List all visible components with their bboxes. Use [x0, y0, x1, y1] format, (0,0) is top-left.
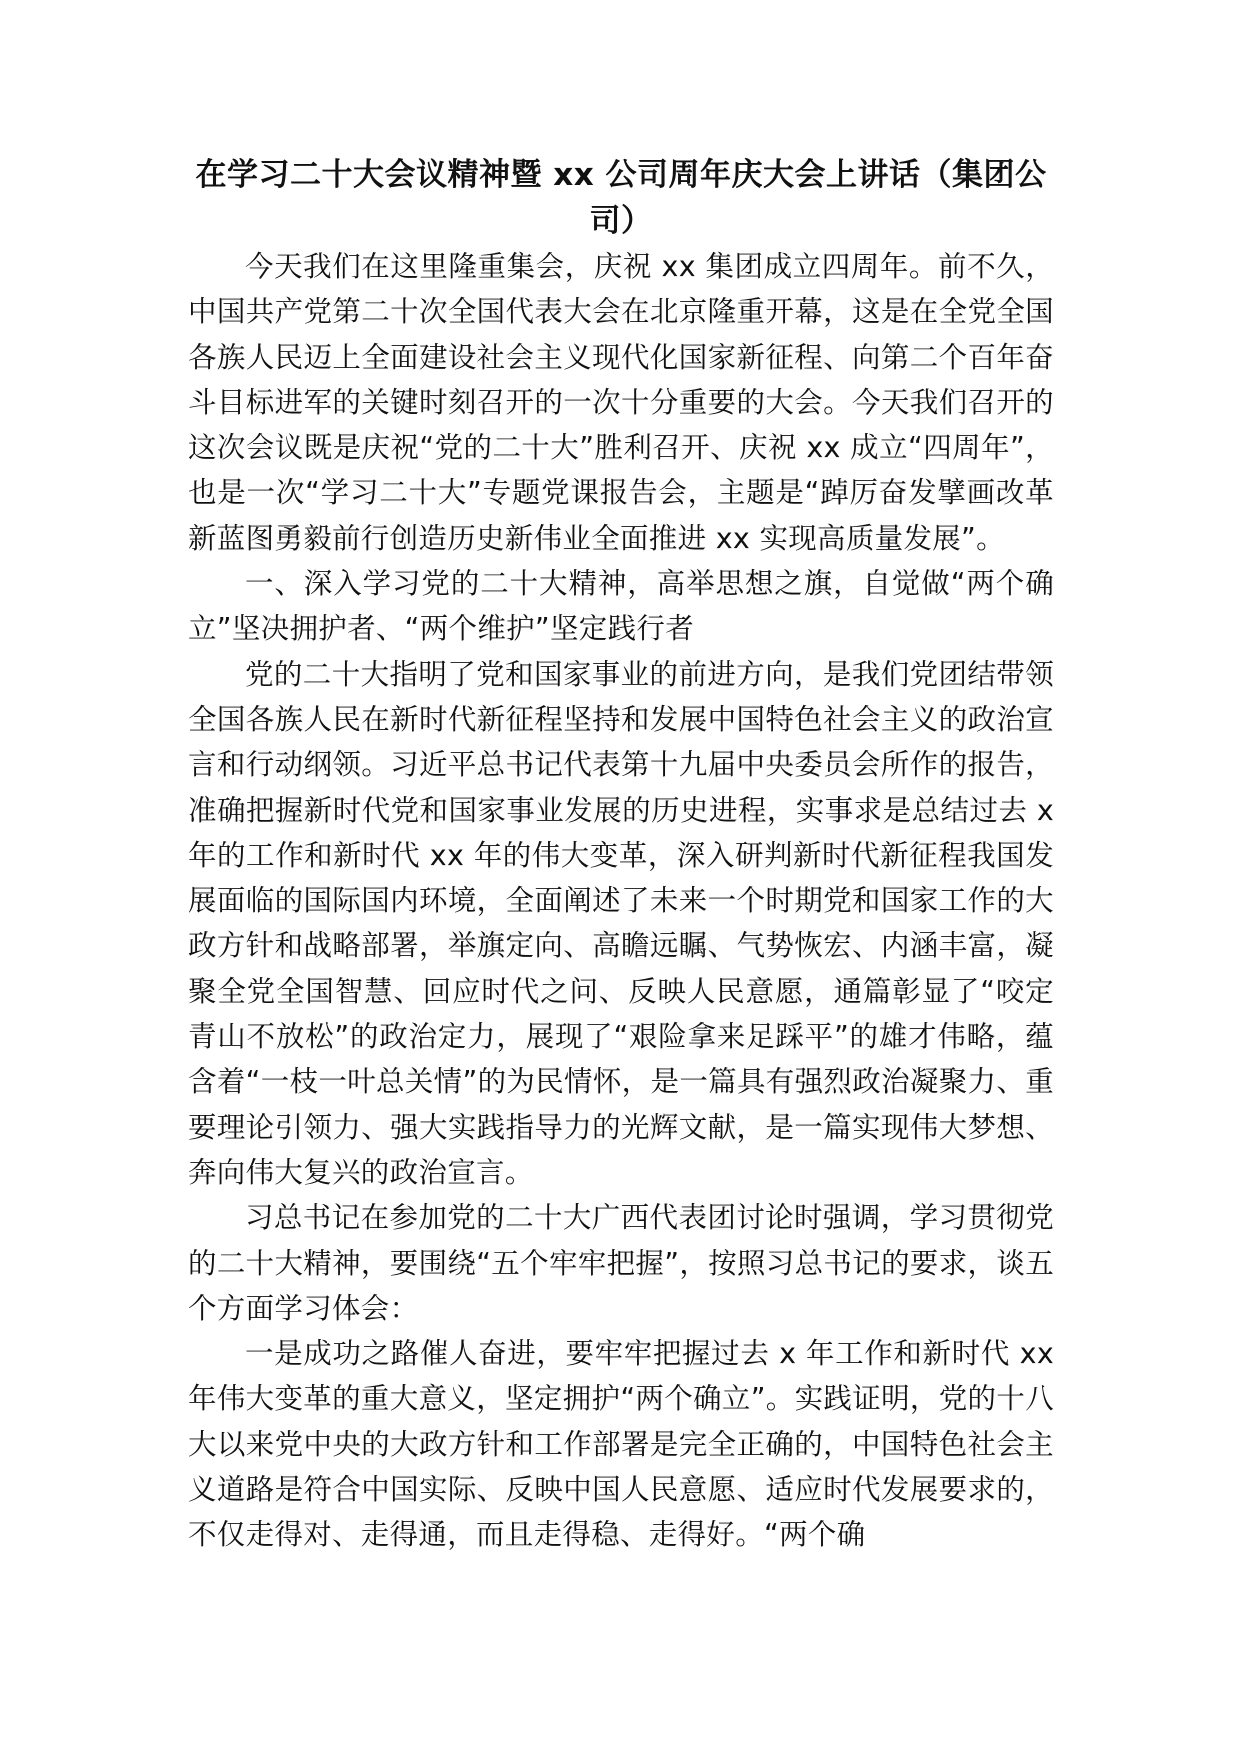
paragraph-report-significance: 党的二十大指明了党和国家事业的前进方向，是我们党团结带领全国各族人民在新时代新征程坚持和发展中国特色社会主义的政治宣言和行动纲领。习近平总书记代表第十九届中央委员会所作的报告，准确把握新时代党和国家事业发展的历史进程，实事求是总结过去 x 年的工作和新时代 xx 年的伟大变革，深入研判新时代新征程我国发展面临的国际国内环境，全面阐述了未来一个时期党和国家工作的大政方针和战略部署，举旗定向、高瞻远瞩、气势恢宏、内涵丰富，凝聚全党全国智慧、回应时代之问、反映人民意愿，通篇彰显了“咬定青山不放松”的政治定力，展现了“艰险拿来足踩平”的雄才伟略，蕴含着“一枝一叶总关情”的为民情怀，是一篇具有强烈政治凝聚力、重要理论引领力、强大实践指导力的光辉文献，是一篇实现伟大梦想、奔向伟大复兴的政治宣言。: [188, 657, 1054, 1189]
paragraph-point-one: 一是成功之路催人奋进，要牢牢把握过去 x 年工作和新时代 xx 年伟大变革的重大意义，坚定拥护“两个确立”。实践证明，党的十八大以来党中央的大政方针和工作部署是完全正确的，中国特色社会主义道路是符合中国实际、反映中国人民意愿、适应时代发展要求的，不仅走得对、走得通，而且走得稳、走得好。“两个确: [188, 1337, 1054, 1552]
paragraph-five-grasps: 习总书记在参加党的二十大广西代表团讨论时强调，学习贯彻党的二十大精神，要围绕“五个牢牢把握”，按照习总书记的要求，谈五个方面学习体会：: [188, 1201, 1054, 1325]
paragraph-intro: 今天我们在这里隆重集会，庆祝 xx 集团成立四周年。前不久，中国共产党第二十次全国代表大会在北京隆重开幕，这是在全党全国各族人民迈上全面建设社会主义现代化国家新征程、向第二个百年奋斗目标进军的关键时刻召开的一次十分重要的大会。今天我们召开的这次会议既是庆祝“党的二十大”胜利召开、庆祝 xx 成立“四周年”，也是一次“学习二十大”专题党课报告会，主题是“踔厉奋发擘画改革新蓝图勇毅前行创造历史新伟业全面推进 xx 实现高质量发展”。: [188, 250, 1054, 555]
section-heading-one: 一、深入学习党的二十大精神，高举思想之旗，自觉做“两个确立”坚决拥护者、“两个维护”坚定践行者: [188, 567, 1054, 646]
document-title: 在学习二十大会议精神暨 xx 公司周年庆大会上讲话（集团公司）: [195, 157, 1047, 239]
document-body: [188, 152, 1054, 1558]
